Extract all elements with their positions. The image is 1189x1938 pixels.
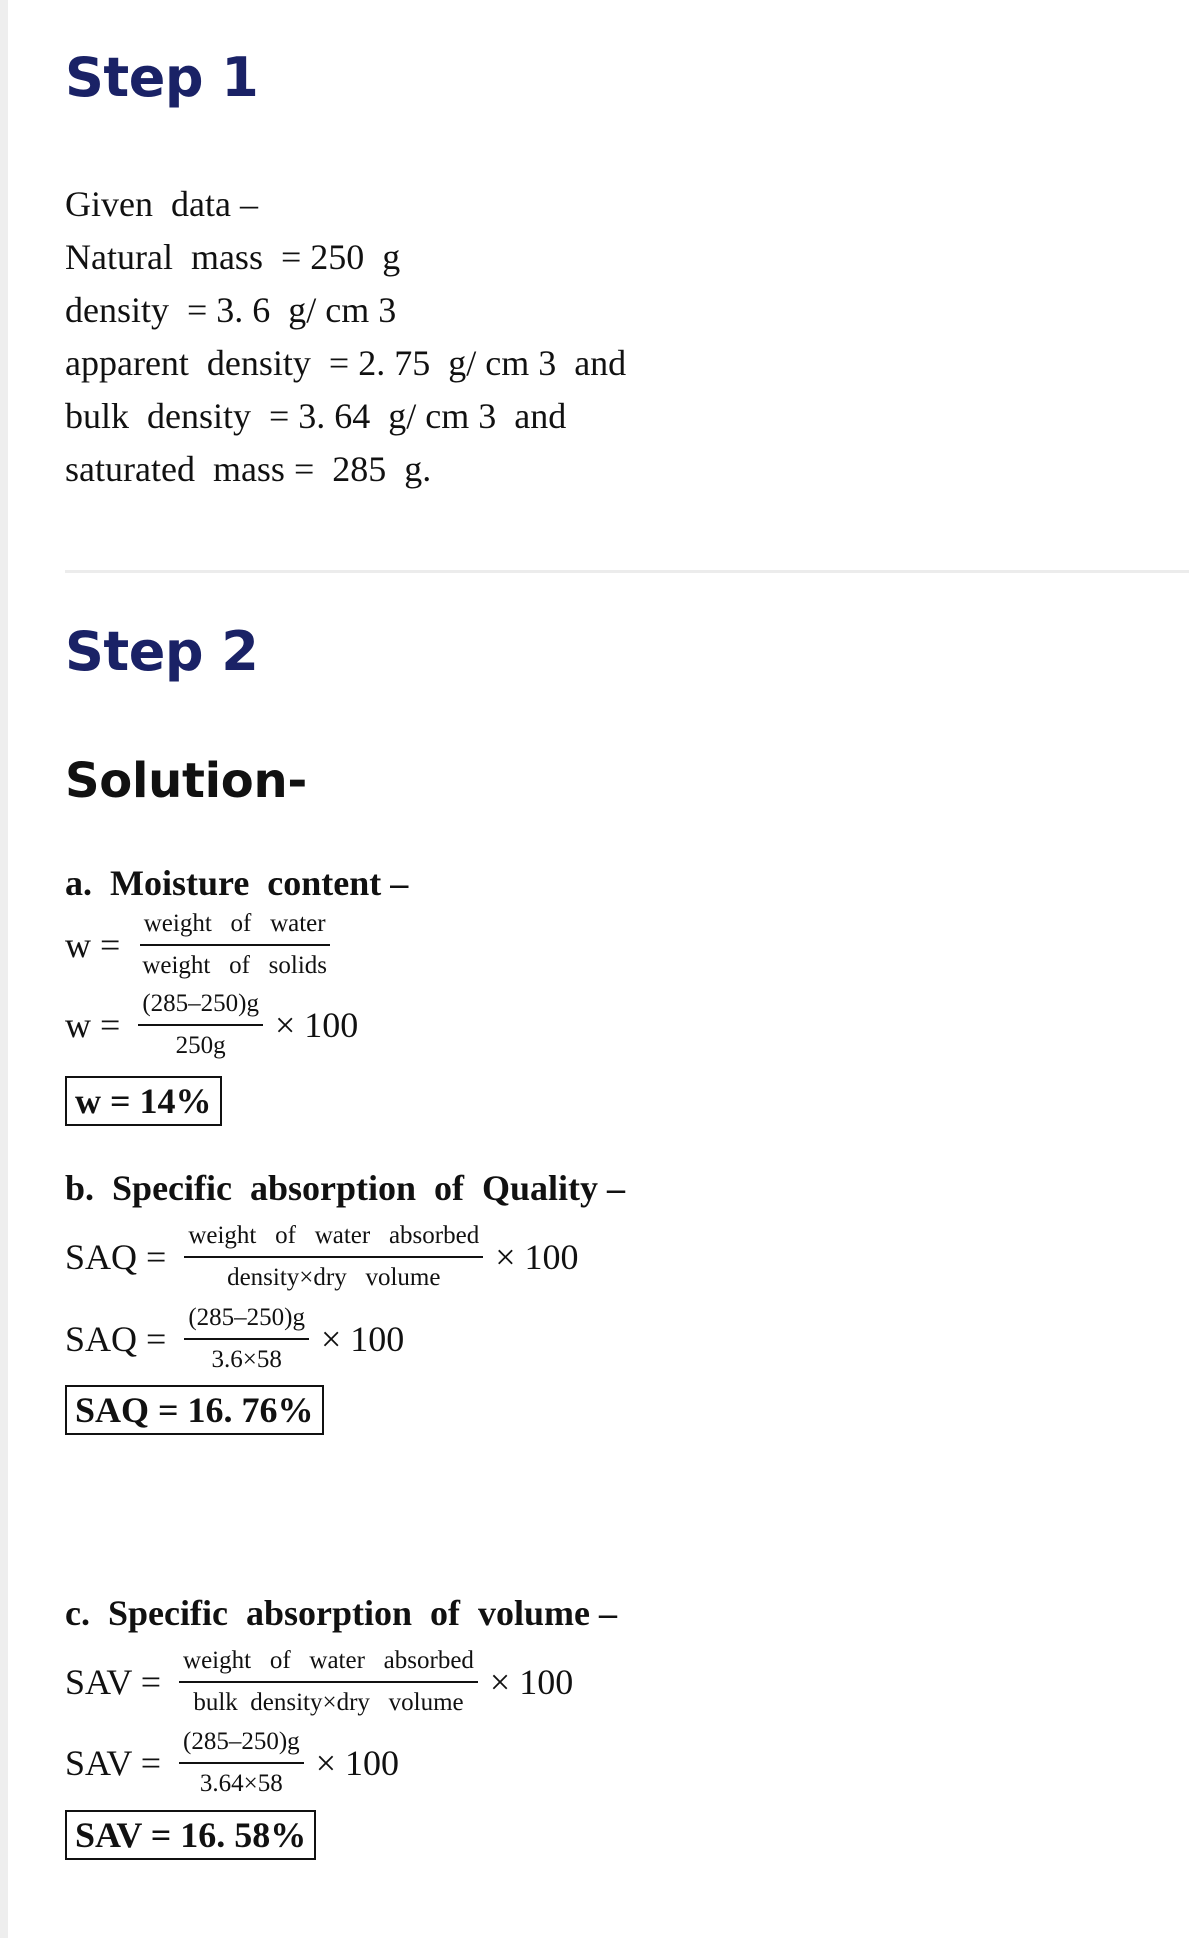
section-a-title: a. Moisture content – [65, 863, 409, 903]
given-line: density = 3. 6 g/ cm 3 [65, 290, 397, 330]
moisture-result-box: w = 14% [65, 1076, 222, 1126]
equation-lhs: SAQ = [65, 1237, 167, 1277]
given-line: bulk density = 3. 64 g/ cm 3 and [65, 396, 567, 436]
multiplier: × 100 [274, 1005, 359, 1045]
multiplier: × 100 [320, 1319, 405, 1359]
section-b-title: b. Specific absorption of Quality – [65, 1168, 626, 1208]
denominator: weight of solids [142, 952, 328, 979]
numerator: weight of water absorbed [184, 1222, 483, 1258]
step-divider [65, 570, 1189, 573]
sav-result-box: SAV = 16. 58% [65, 1810, 316, 1860]
saq-result-box: SAQ = 16. 76% [65, 1385, 324, 1435]
given-data [65, 178, 626, 496]
equation-lhs: w = [65, 1005, 121, 1045]
sav-formula [65, 1647, 573, 1717]
step2-heading: Step 2 [65, 620, 259, 683]
numerator: weight of water [140, 910, 330, 946]
given-line: saturated mass = 285 g. [65, 449, 432, 489]
denominator: 3.64×58 [199, 1770, 283, 1797]
solution-title: Solution- [65, 753, 307, 809]
fraction [138, 910, 331, 980]
denominator: 250g [175, 1032, 226, 1059]
denominator: 3.6×58 [211, 1346, 282, 1373]
moisture-formula [65, 910, 343, 980]
equation-lhs: SAQ = [65, 1319, 167, 1359]
multiplier: × 100 [495, 1237, 579, 1277]
saq-formula [65, 1222, 579, 1292]
equation-lhs: SAV = [65, 1662, 162, 1702]
numerator: (285–250)g [179, 1728, 304, 1764]
fraction [184, 1304, 309, 1374]
fraction [184, 1222, 483, 1292]
sav-substitution [65, 1728, 399, 1798]
moisture-substitution [65, 990, 358, 1060]
numerator: weight of water absorbed [179, 1647, 478, 1683]
fraction [138, 990, 263, 1060]
numerator: (285–250)g [138, 990, 263, 1026]
step1-heading: Step 1 [65, 46, 259, 109]
fraction [179, 1728, 304, 1798]
denominator: density×dry volume [227, 1264, 441, 1291]
numerator: (285–250)g [184, 1304, 309, 1340]
given-line: apparent density = 2. 75 g/ cm 3 and [65, 343, 627, 383]
saq-substitution [65, 1304, 404, 1374]
equation-lhs: SAV = [65, 1743, 162, 1783]
fraction [179, 1647, 478, 1717]
section-c-title: c. Specific absorption of volume – [65, 1593, 617, 1633]
multiplier: × 100 [315, 1743, 399, 1783]
denominator: bulk density×dry volume [193, 1689, 464, 1716]
given-line: Given data – [65, 184, 258, 224]
given-line: Natural mass = 250 g [65, 237, 401, 277]
equation-lhs: w = [65, 925, 121, 965]
multiplier: × 100 [489, 1662, 574, 1702]
